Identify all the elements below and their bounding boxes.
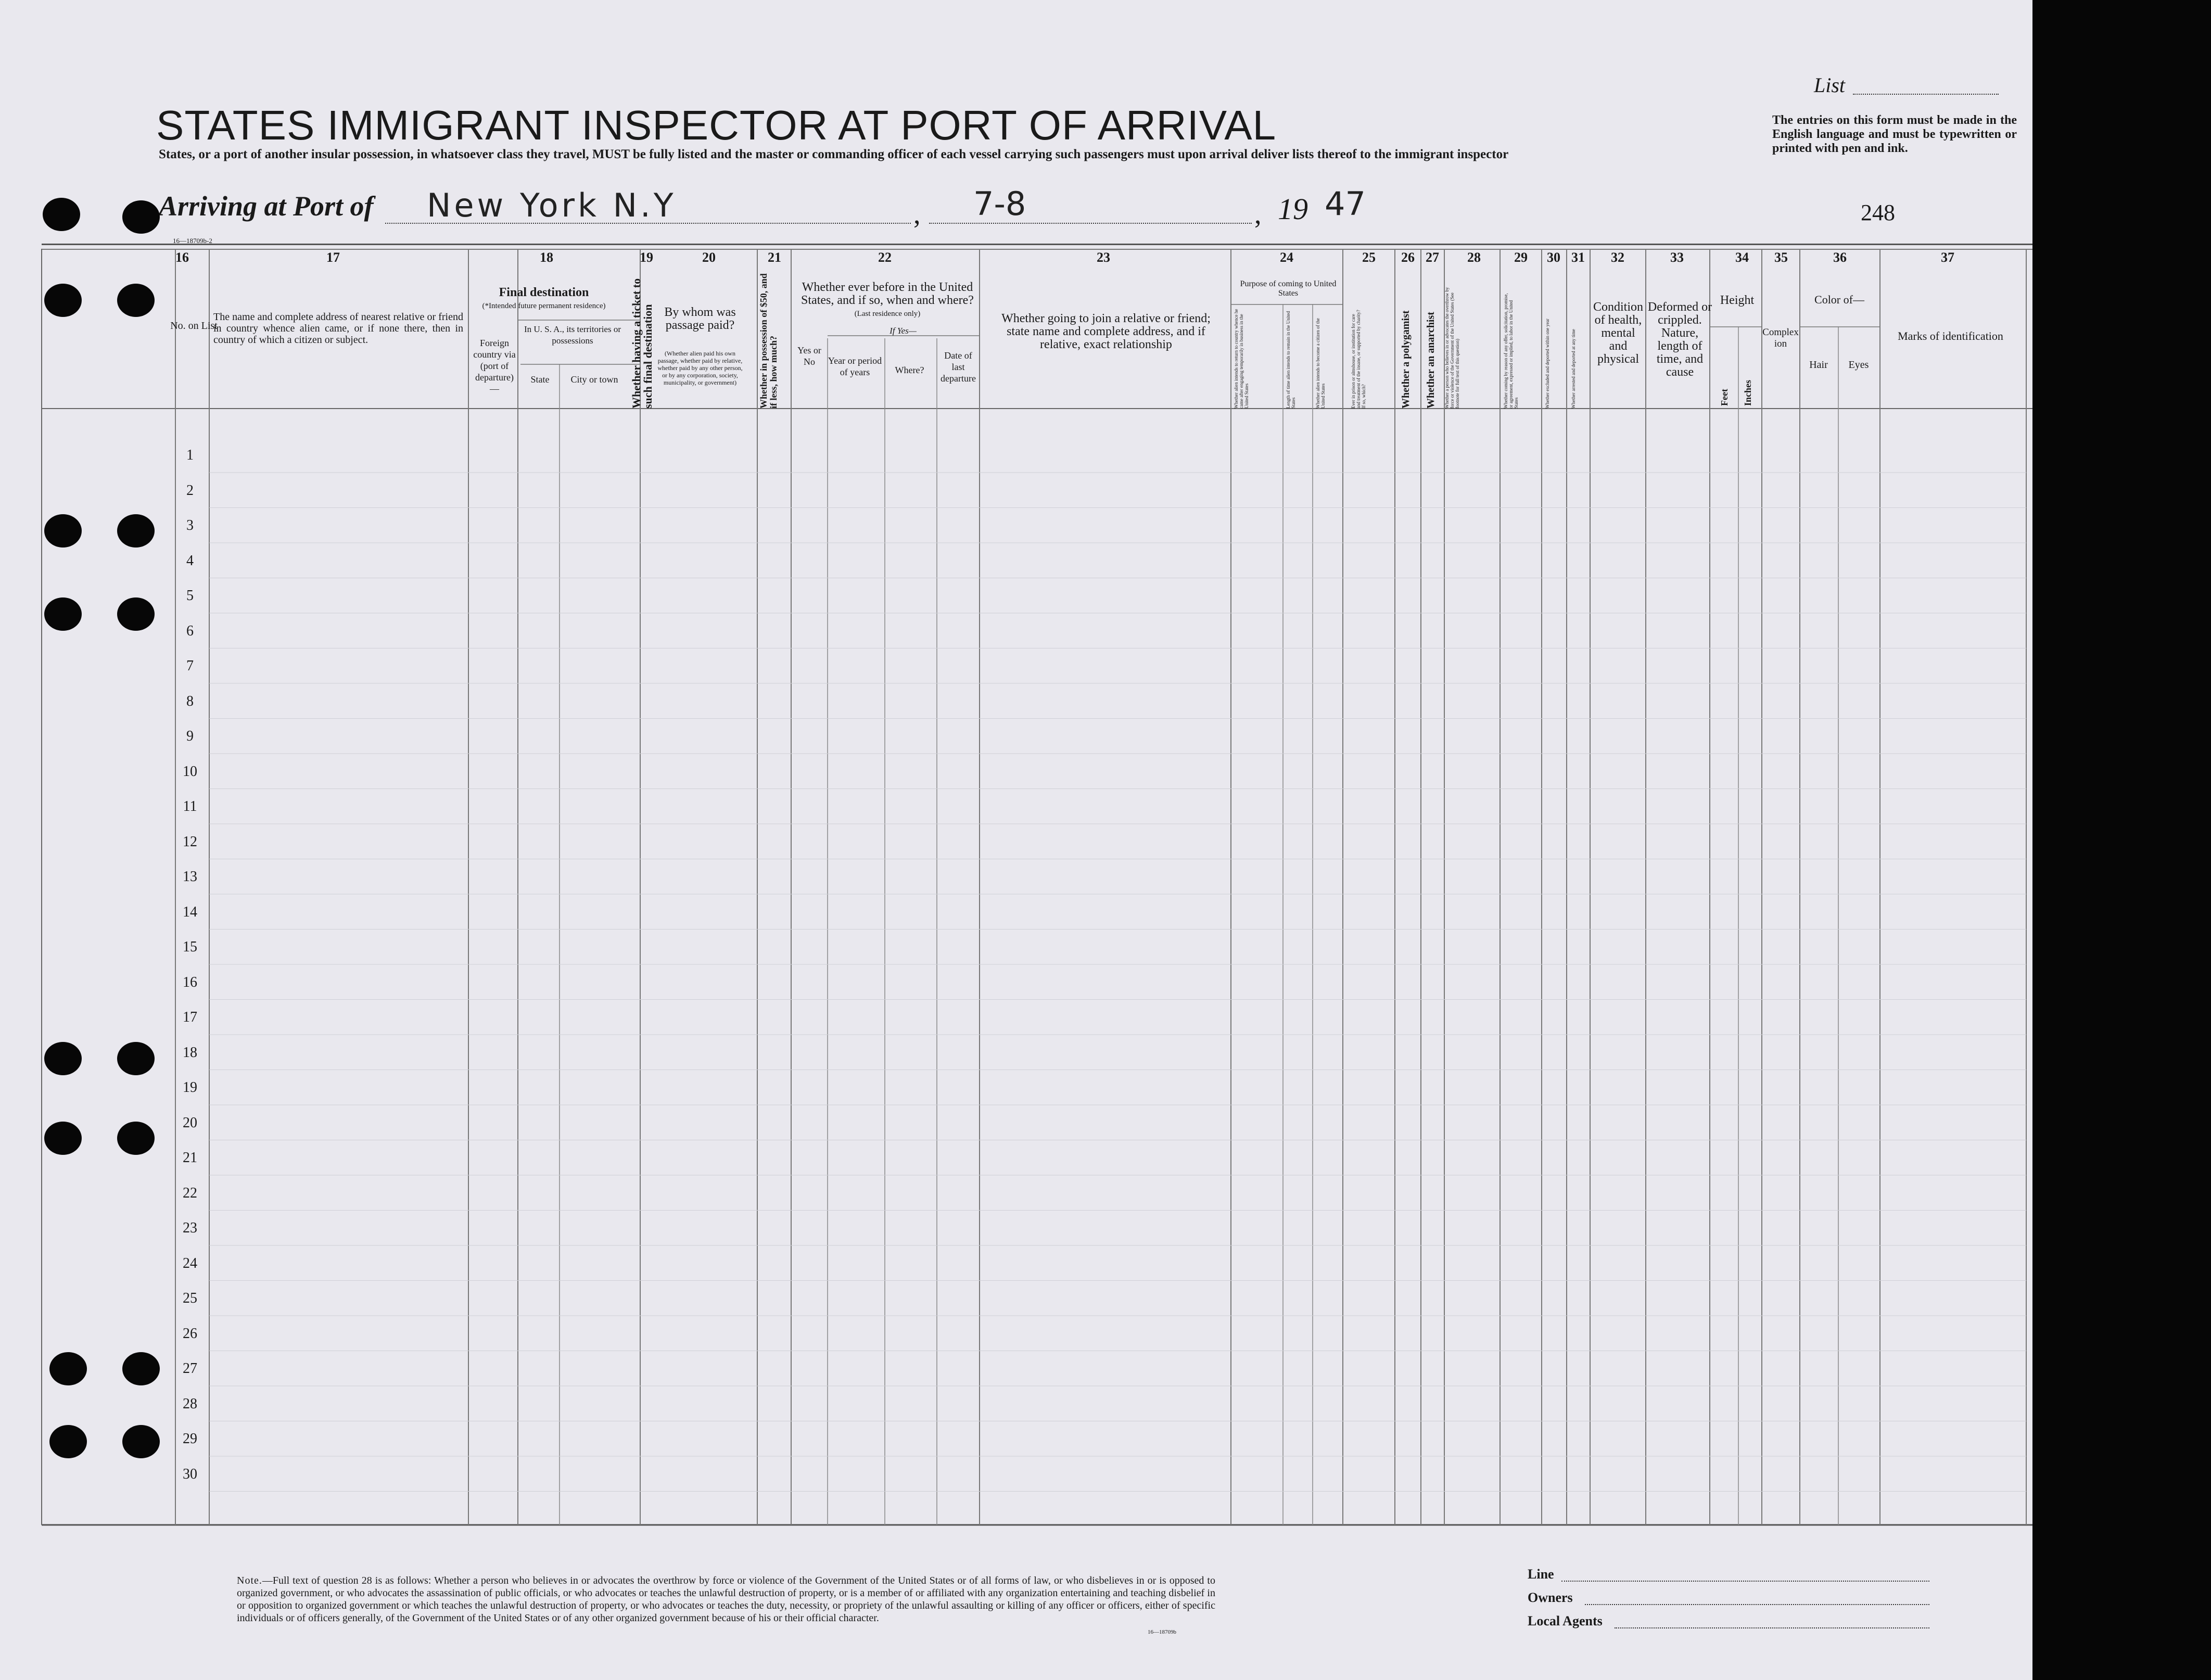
col29-header: Whether coming by reason of any offer, solicitation, promise, or agreement, expressed or implied, to labor in the United States (1503, 293, 1519, 409)
line-label: Line (1528, 1567, 1554, 1582)
row-number: 3 (186, 517, 194, 533)
form-title: STATES IMMIGRANT INSPECTOR AT PORT OF ARRIVAL (156, 102, 1277, 148)
scan-border (2032, 0, 2211, 1680)
row-number: 5 (186, 588, 194, 604)
row-number: 1 (186, 447, 194, 463)
punch-hole (44, 284, 82, 317)
col22-where: Where? (895, 365, 924, 375)
row-number: 22 (183, 1185, 197, 1201)
punch-hole (117, 284, 155, 317)
col18-subtitle: (*Intended future permanent residence) (482, 302, 606, 310)
row-number: 24 (183, 1255, 197, 1271)
col35-header: Complexion (1762, 327, 1799, 349)
row-number: 23 (183, 1220, 197, 1236)
col31-header: Whether arrested and deported at any time (1571, 329, 1576, 409)
col23-header: Whether going to join a relative or friend; state name and complete address, and if relative, exact relationship (1001, 312, 1211, 351)
punch-hole (49, 1352, 87, 1385)
arriving-label: Arriving at Port of (159, 190, 374, 222)
col21-header: Whether in possession of $50, and if less, how much? (758, 273, 779, 409)
col24-length: Length of time alien intends to remain in the United States (1286, 311, 1296, 409)
row-number: 7 (186, 658, 194, 674)
punch-hole (122, 1425, 160, 1458)
comma: , (913, 198, 921, 230)
column-number: 35 (1774, 250, 1788, 265)
col18-city: City or town (570, 374, 618, 385)
row-number: 14 (183, 903, 197, 920)
column-number: 26 (1401, 250, 1415, 265)
col19-header: Whether having a ticket to such final destination (630, 278, 654, 409)
local-agents-field-line (1615, 1627, 1929, 1628)
row-number: 12 (183, 833, 197, 850)
row-number: 11 (183, 798, 197, 814)
col22-ifyes: If Yes— (890, 326, 917, 336)
note-label: Note. (237, 1575, 262, 1586)
form-subtitle: States, or a port of another insular possession, in whatsoever class they travel, MUST be fully listed and the master or commanding officer of each vessel carrying such passengers must upon arrival deliver lists thereof to the immigrant inspector (159, 147, 1509, 161)
row-number: 10 (183, 763, 197, 780)
row-number: 21 (183, 1150, 197, 1166)
col22-year: Year or period of years (828, 355, 882, 377)
punch-hole (44, 1042, 82, 1075)
local-agents-label: Local Agents (1528, 1613, 1603, 1628)
col36-hair: Hair (1809, 359, 1828, 371)
col27-header: Whether an anarchist (1425, 312, 1437, 409)
col22-subtitle: (Last residence only) (854, 310, 921, 318)
column-number: 34 (1735, 250, 1749, 265)
col22-date: Date of last departure (941, 350, 976, 384)
col24-return: Whether alien intends to return to country whence he came after engaging temporarily in business in the United States (1234, 309, 1249, 409)
punch-hole (117, 597, 155, 631)
column-number: 16 (175, 250, 189, 265)
punch-hole (49, 1425, 87, 1458)
row-number: 25 (183, 1290, 197, 1306)
column-number: 37 (1941, 250, 1954, 265)
punch-hole (44, 1122, 82, 1155)
port-handwritten: New York N.Y (427, 186, 677, 224)
line-field-line (1561, 1581, 1929, 1582)
row-number: 4 (186, 552, 194, 569)
punch-hole (117, 514, 155, 548)
col34-feet: Feet (1719, 389, 1730, 406)
col34-title: Height (1720, 294, 1755, 307)
footnote-code: 16—18709b (1148, 1629, 1176, 1635)
row-number: 18 (183, 1044, 197, 1061)
col18-foreign: Foreign country via (port of departure)— (473, 338, 516, 394)
col18-state: State (530, 374, 550, 385)
row-number: 26 (183, 1325, 197, 1342)
column-number: 29 (1514, 250, 1528, 265)
row-number: 8 (186, 693, 194, 709)
col22-title: Whether ever before in the United States, and if so, when and where? (801, 281, 974, 307)
column-number: 31 (1571, 250, 1585, 265)
row-number: 27 (183, 1360, 197, 1377)
punch-hole (117, 1042, 155, 1075)
col30-header: Whether excluded and deported within one year (1545, 319, 1550, 409)
column-number: 27 (1426, 250, 1439, 265)
row-number: 15 (183, 939, 197, 955)
year-handwritten: 47 (1325, 185, 1366, 223)
punch-hole (44, 514, 82, 548)
column-number: 24 (1280, 250, 1293, 265)
col24-title: Purpose of coming to United States (1240, 279, 1337, 298)
col20-title: By whom was passage paid? (664, 306, 736, 332)
row-number: 30 (183, 1466, 197, 1482)
col18-title: Final destination (499, 286, 589, 299)
note-text: —Full text of question 28 is as follows: Whether a person who believes in or advocates the overthrow by force or violence of the Government of the United States or of all forms of law, or who disbelieves in or is opposed to organized government, or who advocates the assassination of public officials, or who advocates or teaches the unlawful destruction of property, or is a member of or affiliated with any organization entertaining and teaching disbelief in or opposition to organized government or which teaches the unlawful destruction of property, or who advocates or teaches the duty, necessity, or propriety of the unlawful assaulting or killing of any officer or officers, either of specific individuals or of officers generally, of the Government of the United States or of any other organized government because of his or their official character. (237, 1575, 1215, 1624)
column-number: 30 (1547, 250, 1560, 265)
column-number: 22 (878, 250, 892, 265)
row-number: 17 (183, 1009, 197, 1025)
column-number: 33 (1670, 250, 1684, 265)
row-number: 13 (183, 869, 197, 885)
row-number: 2 (186, 482, 194, 499)
punch-hole (44, 597, 82, 631)
column-number: 32 (1611, 250, 1624, 265)
owners-label: Owners (1528, 1590, 1573, 1605)
column-number: 18 (540, 250, 553, 265)
row-number: 9 (186, 728, 194, 744)
col36-eyes: Eyes (1848, 359, 1869, 371)
col26-header: Whether a polygamist (1400, 310, 1412, 409)
col18-usa: In U. S. A., its territories or possessions (524, 324, 621, 346)
col32-header: Condition of health, mental and physical (1593, 300, 1643, 366)
column-number: 28 (1467, 250, 1481, 265)
col25-header: Ever in prison or almshouse, or institution for care and treatment of the insane, or supported by charity? If so, which? (1351, 310, 1366, 409)
row-number: 29 (183, 1431, 197, 1447)
column-number: 19 (640, 250, 653, 265)
row-number: 6 (186, 622, 194, 639)
col37-header: Marks of identification (1898, 329, 2003, 342)
row-number: 19 (183, 1079, 197, 1096)
col28-header: Whether a person who believes in or advocates the overthrow by force or violence of the Government of the United States (See footnote for full text of this question) (1444, 287, 1460, 409)
column-number: 23 (1097, 250, 1110, 265)
col17-header: The name and complete address of nearest relative or friend in country whence alien came, or if none there, then in country of which a citizen or subject. (213, 311, 463, 346)
punch-hole (117, 1122, 155, 1155)
date-handwritten: 7-8 (973, 185, 1026, 223)
list-label: List (1814, 73, 1846, 97)
col20-subtitle: (Whether alien paid his own passage, whether paid by relative, whether paid by any other person, or by any corporation, society, municipality, or government) (657, 350, 743, 386)
column-number: 21 (768, 250, 781, 265)
col16-header: No. on List (170, 320, 218, 332)
row-number: 28 (183, 1395, 197, 1412)
punch-hole (122, 1352, 160, 1385)
row-number: 20 (183, 1114, 197, 1131)
col24-citizen: Whether alien intends to become a citizen of the United States (1315, 318, 1326, 409)
year-prefix: 19 (1278, 192, 1308, 226)
comma: , (1254, 198, 1262, 230)
col34-inches: Inches (1743, 379, 1753, 406)
page-number: 248 (1861, 200, 1895, 225)
column-number: 20 (702, 250, 716, 265)
col33-header: Deformed or crippled. Nature, length of time, and cause (1647, 300, 1712, 379)
col36-title: Color of— (1814, 293, 1864, 306)
language-notice: The entries on this form must be made in the English language and must be typewritten or printed with pen and ink. (1772, 113, 2017, 155)
punch-hole (122, 200, 160, 234)
punch-hole (43, 198, 80, 231)
form-code: 16—18709b-2 (173, 237, 212, 245)
column-number: 36 (1833, 250, 1847, 265)
column-number: 17 (326, 250, 340, 265)
footnote-question-28 (237, 1574, 1215, 1624)
col22-yesno: Yes or No (797, 345, 821, 367)
row-number: 16 (183, 974, 197, 990)
owners-field-line (1585, 1604, 1929, 1605)
column-number: 25 (1362, 250, 1376, 265)
